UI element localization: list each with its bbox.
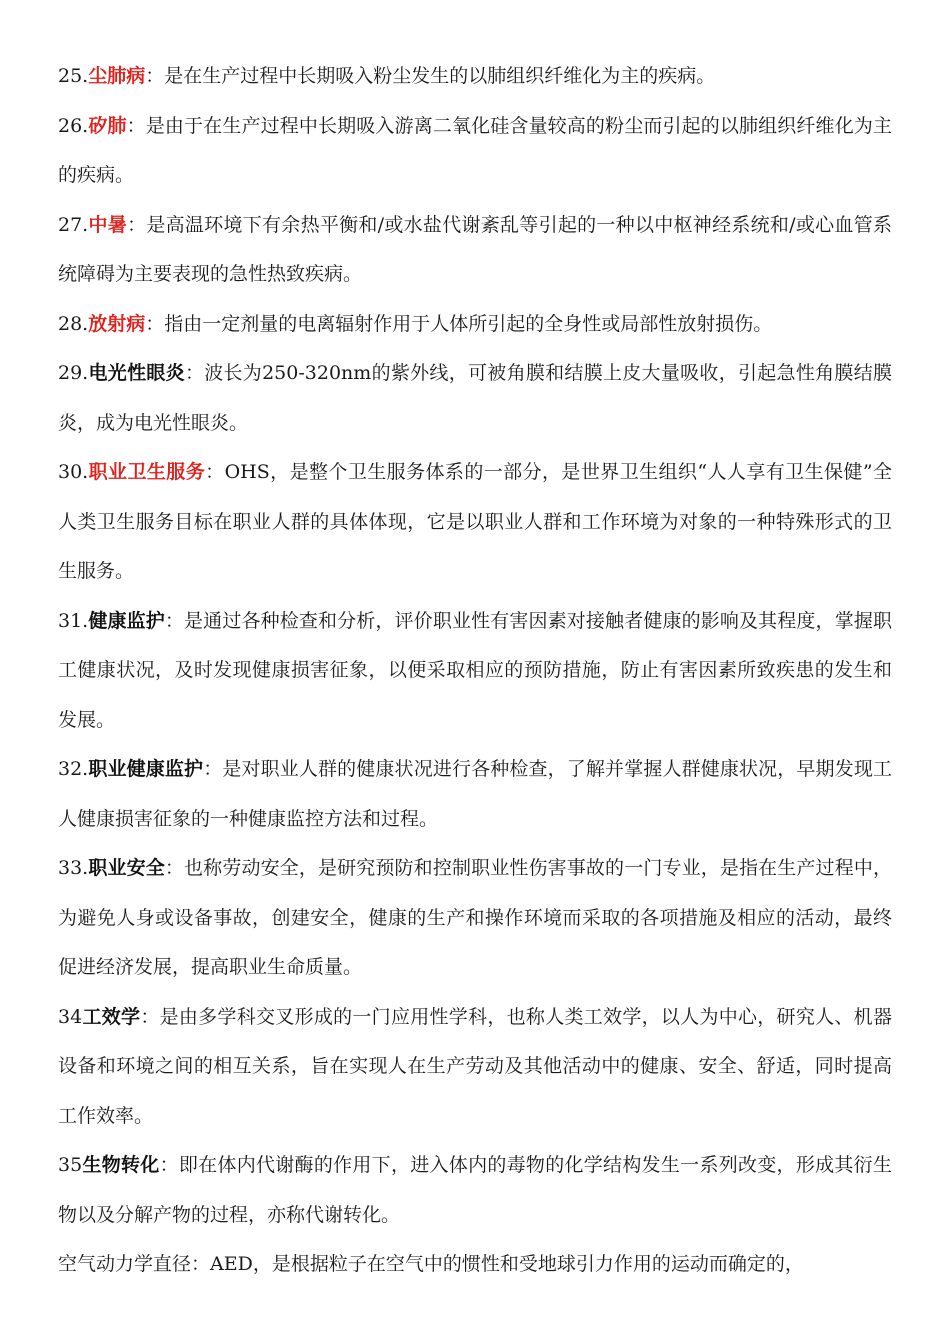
entry-term: 放射病 (88, 312, 146, 335)
entry-definition: 也称劳动安全，是研究预防和控制职业性伤害事故的一门专业，是指在生产过程中，为避免人身或设备事故，创建安全，健康的生产和操作环境而采取的各项措施及相应的活动，最终促进经济发展，提高职业生命质量。 (58, 857, 892, 978)
entry-definition: 是由多学科交叉形成的一门应用性学科，也称人类工效学，以人为中心，研究人、机器设备和环境之间的相互关系，旨在实现人在生产劳动及其他活动中的健康、安全、舒适，同时提高工作效率。 (58, 1005, 892, 1127)
entry-30 (58, 448, 892, 597)
entry-term: 中暑 (88, 213, 128, 236)
entry-32 (58, 745, 892, 844)
entry-definition: 是高温环境下有余热平衡和/或水盐代谢紊乱等引起的一种以中枢神经系统和/或心血管系统障碍为主要表现的急性热致疾病。 (58, 213, 892, 285)
entry-term: 生物转化 (82, 1154, 160, 1176)
entry-number: 27. (58, 213, 89, 236)
entry-33 (58, 844, 892, 993)
document-page (58, 52, 892, 1290)
entry-26 (58, 102, 892, 201)
entry-definition: 是在生产过程中长期吸入粉尘发生的以肺组织纤维化为主的疾病。 (164, 65, 716, 87)
entry-term: 职业健康监护 (88, 758, 204, 780)
entry-separator: ： (184, 362, 205, 384)
entry-29 (58, 349, 892, 448)
entry-separator: ： (164, 857, 185, 879)
entry-27 (58, 201, 892, 300)
entry-term: 电光性眼炎 (88, 362, 185, 384)
entry-separator: ： (140, 1005, 160, 1028)
entry-number: 34 (58, 1005, 83, 1028)
entry-number: 28. (58, 312, 89, 335)
entry-number: 29. (58, 362, 89, 384)
entry-definition: 是对职业人群的健康状况进行各种检查，了解并掌握人群健康状况，早期发现工人健康损害征象的一种健康监控方法和过程。 (58, 758, 892, 830)
entry-separator: ： (205, 461, 225, 483)
entry-term: 尘肺病 (88, 65, 146, 87)
entry-28 (58, 300, 892, 350)
entry-definition: 波长为250-320nm的紫外线，可被角膜和结膜上皮大量吸收，引起急性角膜结膜炎，成为电光性眼炎。 (58, 362, 892, 434)
entry-term: 健康监护 (88, 609, 165, 632)
entry-aed (58, 1240, 892, 1290)
entry-25 (58, 52, 892, 102)
entry-number: 33. (58, 857, 89, 879)
entry-definition: OHS，是整个卫生服务体系的一部分，是世界卫生组织“人人享有卫生保健”全人类卫生服务目标在职业人群的具体体现，它是以职业人群和工作环境为对象的一种特殊形式的卫生服务。 (58, 461, 892, 582)
entry-separator: ： (145, 312, 165, 335)
entry-definition: 指由一定剂量的电离辐射作用于人体所引起的全身性或局部性放射损伤。 (164, 312, 773, 335)
entry-number: 31. (58, 609, 89, 632)
entry-separator: ： (203, 758, 223, 780)
entry-term: 职业安全 (88, 857, 165, 879)
entry-35 (58, 1141, 892, 1240)
entry-definition: 空气动力学直径：AED，是根据粒子在空气中的惯性和受地球引力作用的运动而确定的， (58, 1253, 804, 1275)
entry-number: 35 (58, 1154, 83, 1176)
entry-separator: ： (126, 114, 146, 137)
entry-34 (58, 993, 892, 1142)
entry-definition: 是通过各种检查和分析，评价职业性有害因素对接触者健康的影响及其程度，掌握职工健康状况，及时发现健康损害征象，以便采取相应的预防措施，防止有害因素所致疾患的发生和发展。 (58, 609, 892, 731)
entry-number: 32. (58, 758, 89, 780)
entry-separator: ： (145, 65, 165, 87)
entry-number: 25. (58, 65, 89, 87)
entry-separator: ： (164, 609, 185, 632)
entry-term: 工效学 (82, 1005, 141, 1028)
entry-term: 矽肺 (88, 114, 127, 137)
entry-definition: 即在体内代谢酶的作用下，进入体内的毒物的化学结构发生一系列改变，形成其衍生物以及分解产物的过程，亦称代谢转化。 (58, 1154, 892, 1226)
entry-separator: ： (127, 213, 147, 236)
entry-number: 26. (58, 114, 89, 137)
entry-separator: ： (159, 1154, 179, 1176)
entry-term: 职业卫生服务 (88, 461, 206, 483)
entry-number: 30. (58, 461, 89, 483)
entry-31 (58, 597, 892, 746)
entry-definition: 是由于在生产过程中长期吸入游离二氧化硅含量较高的粉尘而引起的以肺组织纤维化为主的疾病。 (58, 114, 892, 186)
